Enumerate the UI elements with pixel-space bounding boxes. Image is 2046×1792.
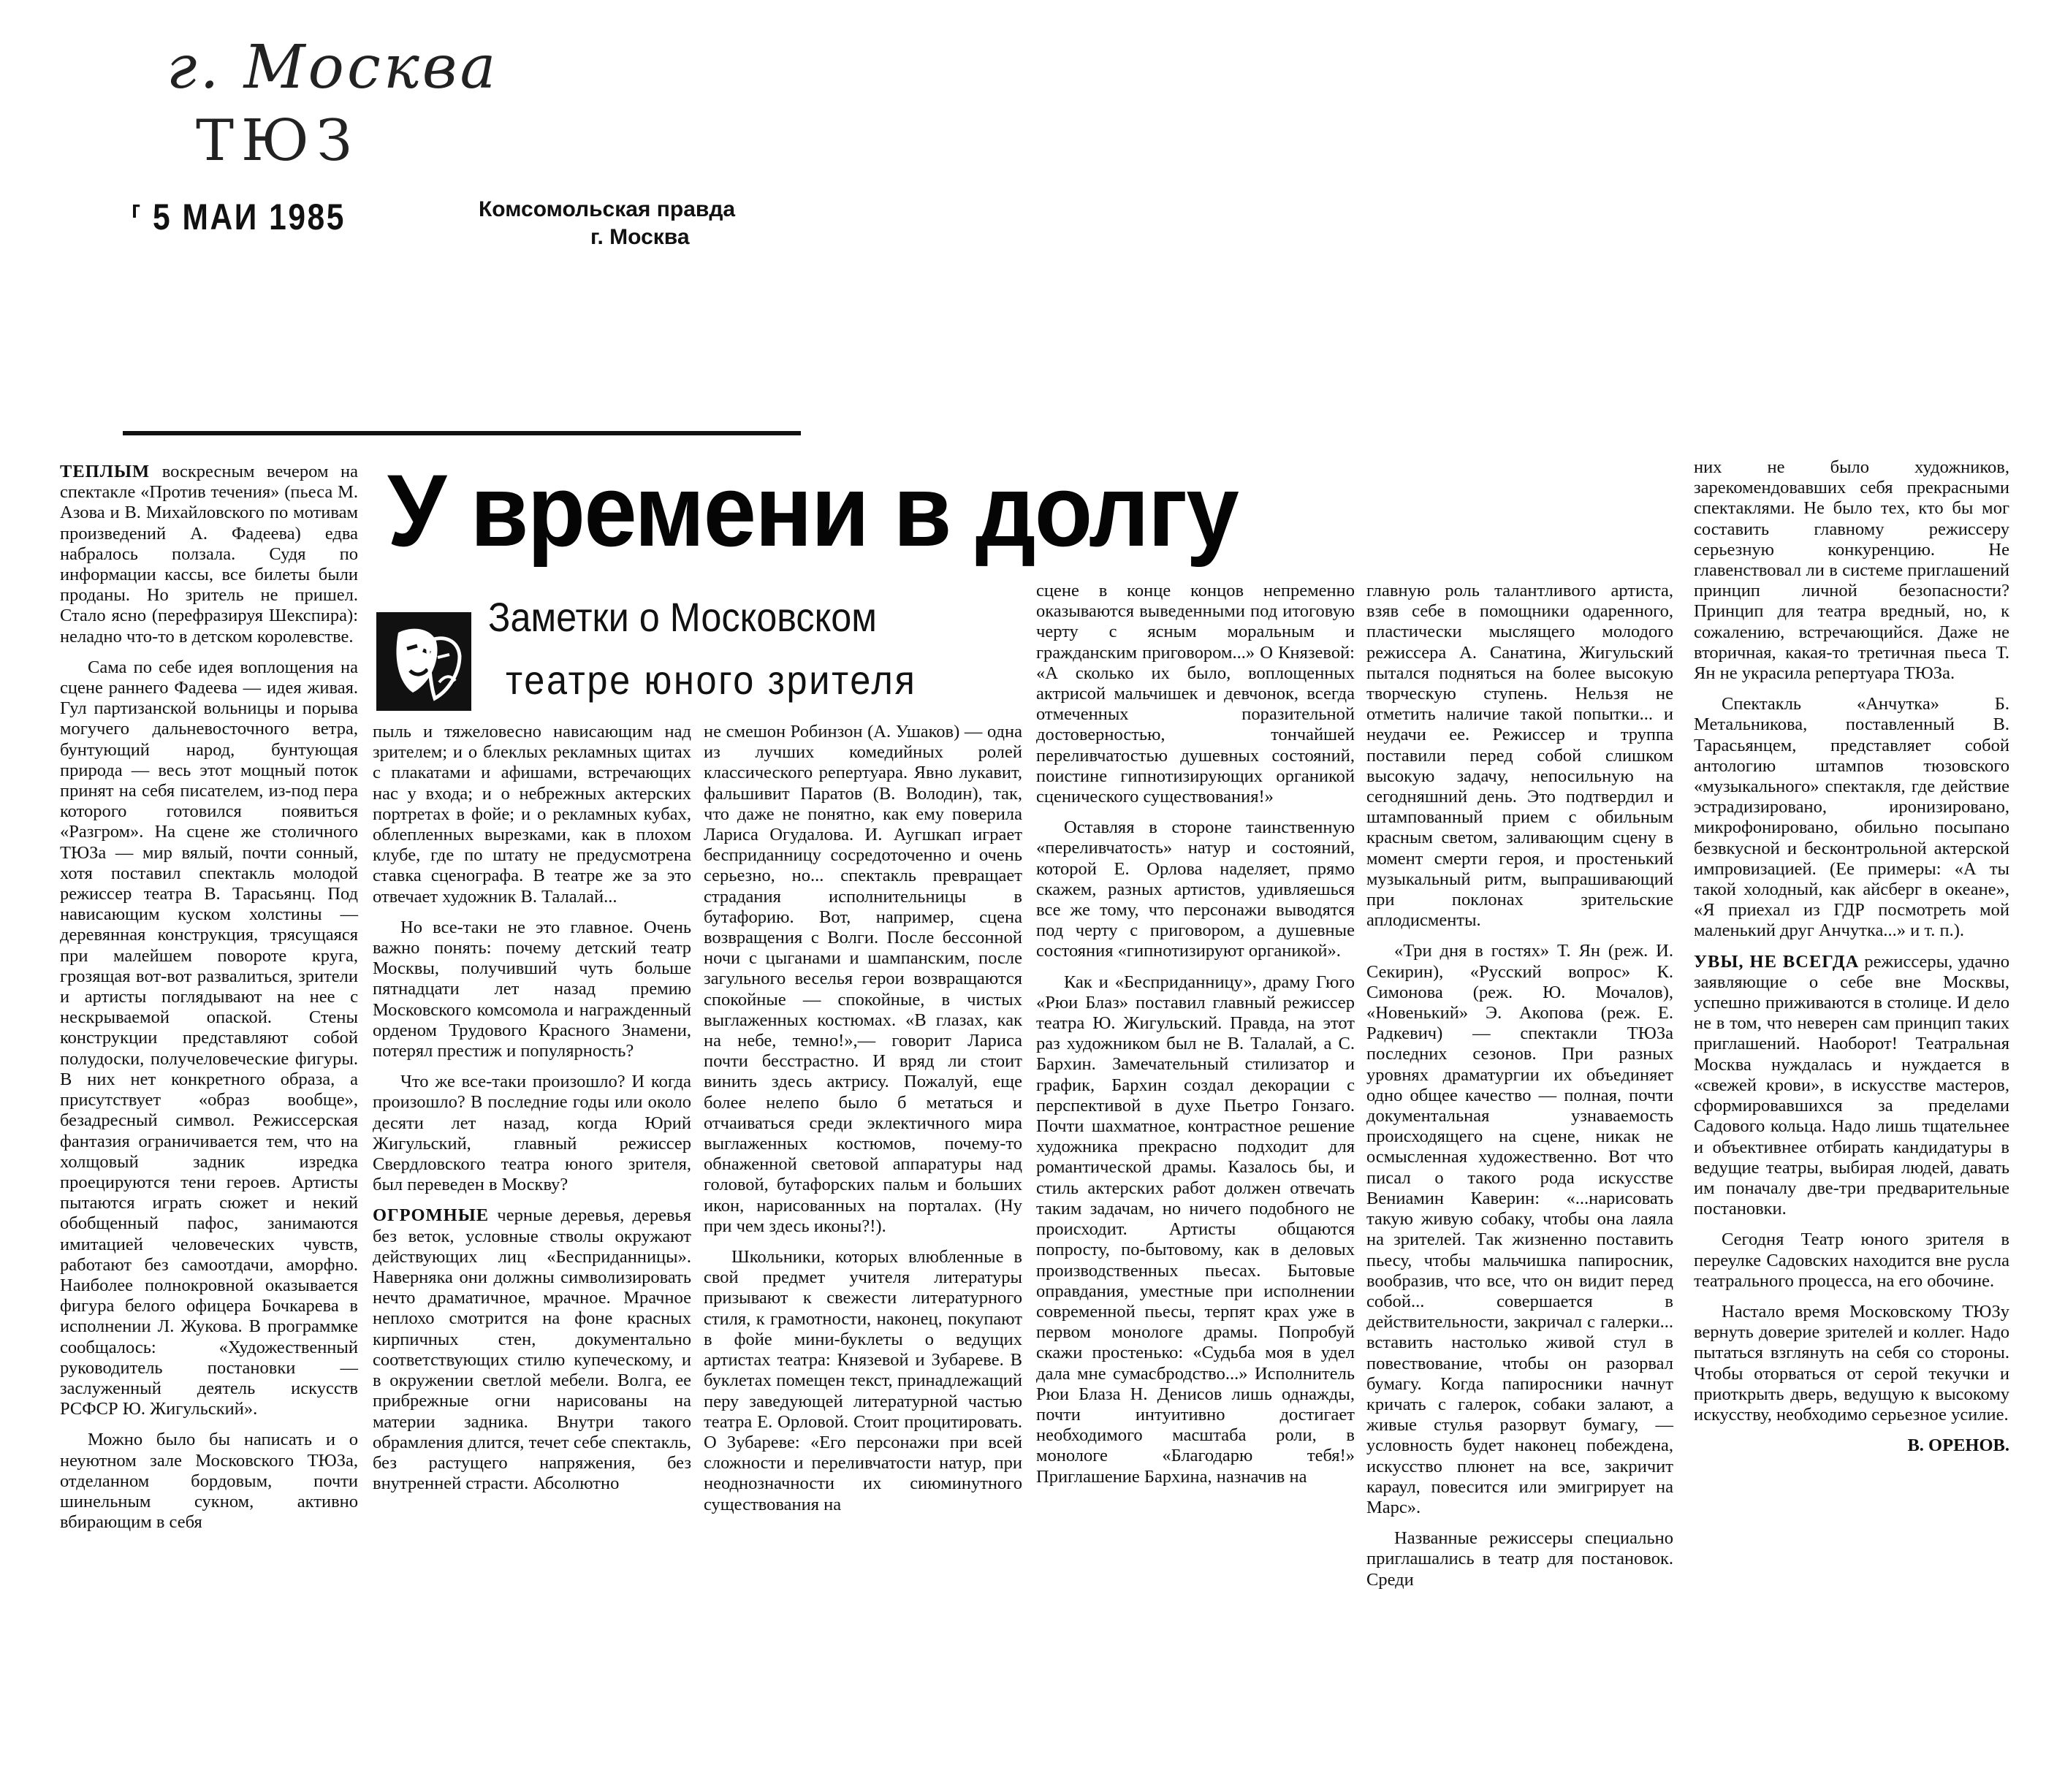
paragraph: не смешон Робинзон (А. Ушаков) — одна из лучших комедийных ролей классического репертуара. Явно лукавит, фальшивит Паратов (В. Володин), так, что даже не понятно, как ему поверила Лариса Огудалова. И. Аугшкап играет бесприданницу сосредоточенно и очень серьезно, но... спектакль превращает страдания исполнительницы в бутафорию. Вот, например, сцена возвращения с Волги. После бессонной ночи с цыганами и шампанским, после загульного веселья герои возвращаются спокойные — спокойные, в чистых выглаженных костюмах. «В глазах, как на небе, темно!»,— говорит Лариса почти бесстрастно. И вряд ли стоит винить здесь актрису. Пожалуй, еще более нелепо было б метаться и отчаиваться среди эклектичного мира выглаженных костюмов, почему-то обнаженной световой аппаратуры над головой, бутафорских пальм и больших икон, нарисованных на порталах. (Ну при чем здесь иконы?!). [704,722,1022,1236]
paragraph-lead: ТЕПЛЫМ [60,462,151,481]
article-column-2 [373,722,691,1504]
paragraph: Сама по себе идея воплощения на сцене раннего Фадеева — идея живая. Гул партизанской вольницы и порыва могучего дальневосточного ветра, бунтующий народ, бунтующая природа — весь этот мощный поток принят на себя писателем, из-под пера которого готовился появиться «Разгром». На сцене же столичного ТЮЗа — мир вялый, почти сонный, хотя поставил спектакль молодой режиссер театра В. Тарасьянц. Под нависающим куском холстины — деревянная конструкция, трясущаяся при малейшем повороте круга, грозящая вот-вот развалиться, зрители и артисты поглядывают на нее с нескрываемой опаской. Стены конструкции представляют собой полудоски, получеловеческие фигуры. В них нет конкретного образа, а присутствует «образ вообще», безадресный символ. Режиссерская фантазия ограничивается тем, что на холщовый задник изредка проецируются тени героев. Артисты пытаются играть сюжет и некий обобщенный пафос, занимаются имитацией человеческих чувств, работают без самоотдачи, аморфно. Наиболее полнокровной оказывается фигура белого офицера Бочкарева в исполнении Л. Жукова. В программке сообщалось: «Художественный руководитель постановки — заслуженный деятель искусств РСФСР Ю. Жигульский». [60,657,358,1419]
paragraph: главную роль талантливого артиста, взяв себе в помощники одаренного, пластически мыслящего молодого режиссера А. Санатина, Жигульский пытался подняться на более высокую творческую ступень. Нельзя не отметить наличие такой попытки... и неудачи ее. Режиссер и труппа поставили перед собой слишком высокую задачу, непосильную на сегодняшний день. Это подтвердил и штампованный прием с обильным красным светом, заливающим сцену в момент смерти героя, и простенький музыкальный ритм, выпрашивающий при поклонах зрительские аплодисменты. [1366,581,1673,931]
paragraph: сцене в конце концов непременно оказываются выведенными под итоговую черту с ясным моральным и гражданским приговором...» О Князевой: «А сколько их было, воплощенных актрисой мальчишек и девчонок, всегда отмеченных поразительной достоверностью, тончайшей переливчатостью душевных состояний, поистине гипнотизирующих органикой сценического существования!» [1036,581,1355,807]
paragraph: пыль и тяжеловесно нависающим над зрителем; и о блеклых рекламных щитах с плакатами и афишами, встречающих нас у входа; и о небрежных актерских портретах в фойе; и о рекламных кубах, облепленных вырезками, как в плохом клубе, где по штату не предусмотрена ставка сценографа. В театре же за это отвечает художник В. Талалай... [373,722,691,907]
paragraph: Школьники, которых влюбленные в свой предмет учителя литературы призывают к свежести литературного стиля, к грамотности, наконец, покупают в фойе мини-буклеты о ведущих артистах театра: Князевой и Зубареве. В буклетах помещен текст, принадлежащий перу заведующей литературной частью театра Е. Орловой. Стоит процитировать. О Зубареве: «Его персонажи при всей сложности и переливчатости натур, при неоднозначности их сиюминутного существования на [704,1247,1022,1514]
stamp-city: г. Москва [590,225,690,249]
article-column-3 [704,722,1022,1525]
article-headline: У времени в долгу [387,453,1238,568]
paragraph: них не было художников, зарекомендовавших себя прекрасными спектаклями. Не было тех, кто бы мог составить главному режиссеру серьезную конкуренцию. Не главенствовал ли в системе приглашений принцип личной безопасности? Принцип для театра вредный, но, к сожалению, встречающийся. Даже не вторичная, какая-то третичная пьеса Т. Ян не украсила репертуара ТЮЗа. [1694,457,2009,684]
stamp-date: $^г$ 5 МАИ 1985 [132,196,346,237]
article-column-6 [1694,457,2009,1466]
paragraph: Что же все-таки произошло? И когда произошло? В последние годы или около десяти лет назад, когда Юрий Жигульский, главный режиссер Свердловского театра юного зрителя, был переведен в Москву? [373,1072,691,1195]
stamp-date-text: 5 МАИ 1985 [152,197,346,237]
paragraph [373,1205,691,1494]
article-subheadline-line1: Заметки о Московском [488,594,877,640]
clipping-edge [123,431,801,435]
paragraph-lead: УВЫ, НЕ ВСЕГДА [1694,951,1860,972]
handwritten-city-note: г. Москва [167,33,499,102]
paragraph: Можно было бы написать и о неуютном зале Московского ТЮЗа, отделанном бордовым, почти шинельным сукном, активно вбирающим в себя [60,1430,358,1533]
paragraph: «Три дня в гостях» Т. Ян (реж. И. Секирин), «Русский вопрос» К. Симонова (реж. Ю. Мочалов), «Новенький» Э. Акопова (реж. Е. Радкевич) — спектакли ТЮЗа последних сезонов. При разных уровнях драматургии их объединяет одно общее качество — полная, почти документальная узнаваемость происходящего на сцене, никак не осмысленная художественно. Вот что писал о такого рода искусстве Вениамин Каверин: «...нарисовать такую живую собаку, чтобы она лаяла на зрителей. Так жизненно поставить пьесу, чтобы мальчишка папиросник, вообразив, что все, что он видит перед собой... совершается в действительности, закричал с галерки... вставить настолько живой стул в повествование, чтобы он разорвал бумагу. Когда папиросники начнут кричать с галерок, собаки залают, а живые стулья разорвут бумагу, — условность будет наконец побеждена, искусство плюнет на все, закричит караул, повесится или эмигрирует на Марс». [1366,941,1673,1517]
article-subheadline-line2: театре юного зрителя [506,657,917,703]
paragraph: Но все-таки не это главное. Очень важно понять: почему детский театр Москвы, получивший чуть больше пятнадцати лет назад премию Московского комсомола и награжденный орденом Трудового Красного Знамени, потерял престиж и популярность? [373,917,691,1061]
paragraph [60,462,358,647]
paragraph: Сегодня Театр юного зрителя в переулке Садовских находится вне русла театрального процесса, на его обочине. [1694,1229,2009,1291]
paragraph: Оставляя в стороне таинственную «переливчатость» натур и состояний, которой Е. Орлова наделяет, прямо скажем, разных артистов, удивляешься все же тому, что персонажи выводятся под черту с приговором, а душевные состояния «гипнотизируют органикой». [1036,817,1355,961]
article-column-4 [1036,581,1355,1498]
paragraph: Настало время Московскому ТЮЗу вернуть доверие зрителей и коллег. Надо пытаться взглянуть на себя со стороны. Чтобы оторваться от серой текучки и приоткрыть дверь, ведущую к высокому искусству, необходимо серьезное усилие. [1694,1301,2009,1425]
paragraph: Как и «Бесприданницу», драму Гюго «Рюи Блаз» поставил главный режиссер театра Ю. Жигульский. Правда, на этот раз художником был не В. Талалай, а С. Бархин. Замечательный стилизатор и график, Бархин создал декорации с перспективой в духе Пьетро Гонзаго. Почти шахматное, контрастное решение художника прекрасно подходит для романтической драмы. Казалось бы, и стиль актерских работ должен отвечать таким задачам, но ничего подобного не происходит. Артисты общаются попросту, по-бытовому, как в деловых производственных пьесах. Бытовые оправдания, уместные при исполнении современной пьесы, терпят крах уже в первом монологе драмы. Попробуй скажи простенько: «Судьба моя в удел дала мне сумасбродство...» Исполнитель Рюи Блаза Н. Денисов лишь однажды, почти интуитивно достигает необходимого масштаба роли, в монологе «Благодарю тебя!» Приглашение Бархина, назначив на [1036,972,1355,1487]
article-column-5 [1366,581,1673,1601]
paragraph: Названные режиссеры специально приглашались в театр для постановок. Среди [1366,1528,1673,1590]
author-signature: В. ОРЕНОВ. [1907,1435,2009,1456]
paragraph-lead: ОГРОМНЫЕ [373,1205,490,1226]
stamp-newspaper: Комсомольская правда [479,197,736,221]
paragraph-text: воскресным вечером на спектакле «Против течения» (пьеса М. Азова и В. Михайловского по мотивам произведений А. Фадеева) едва набралось ползала. Судя по информации кассы, все билеты были проданы. Но зритель не пришел. Стало ясно (перефразируя Шекспира): неладно что-то в детском королевстве. [60,462,358,647]
paragraph: Спектакль «Анчутка» Б. Метальникова, поставленный В. Тарасьянцем, представляет собой антологию штампов тюзовского «музыкального» спектакля, где действие эстрадизировано, иронизировано, микрофонировано, обильно посыпано безвкусной и бесконтрольной актерской импровизацией. (Ее примеры: «А ты такой холодный, как айсберг в океане», «Я приехал из ГДР посмотреть мой маленький друг Анчутка...» и т. п.). [1694,694,2009,941]
paragraph-text: черные деревья, деревья без веток, условные стволы окружают действующих лиц «Бесприданницы». Наверняка они должны символизировать нечто драматичное, мрачное. Мрачное неплохо смотрится на фоне красных кирпичных стен, документально соответствующих стилю купеческому, и в окружении светлой мебели. Волга, ее прибрежные огни нарисованы на материи задника. Внутри такого обрамления длится, течет себе спектакль, без растущего напряжения, без внутренней страсти. Абсолютно [373,1205,691,1494]
paragraph-text: режиссеры, удачно заявляющие о себе вне Москвы, успешно приживаются в столице. И дело не в том, что неверен сам принцип таких приглашений. Наоборот! Театральная Москва нуждалась и нуждается в «свежей крови», в искусстве мастеров, сформировавшихся за пределами Садового кольца. Надо лишь тщательнее и объективнее отбирать кандидатуры в ведущие театры, выбирая людей, давать им поначалу две-три предварительные постановки. [1694,951,2009,1219]
paragraph [1694,952,2009,1220]
article-column-1 [60,462,358,1543]
theatre-masks-icon [376,612,471,711]
handwritten-theatre-note: ТЮЗ [196,108,360,174]
